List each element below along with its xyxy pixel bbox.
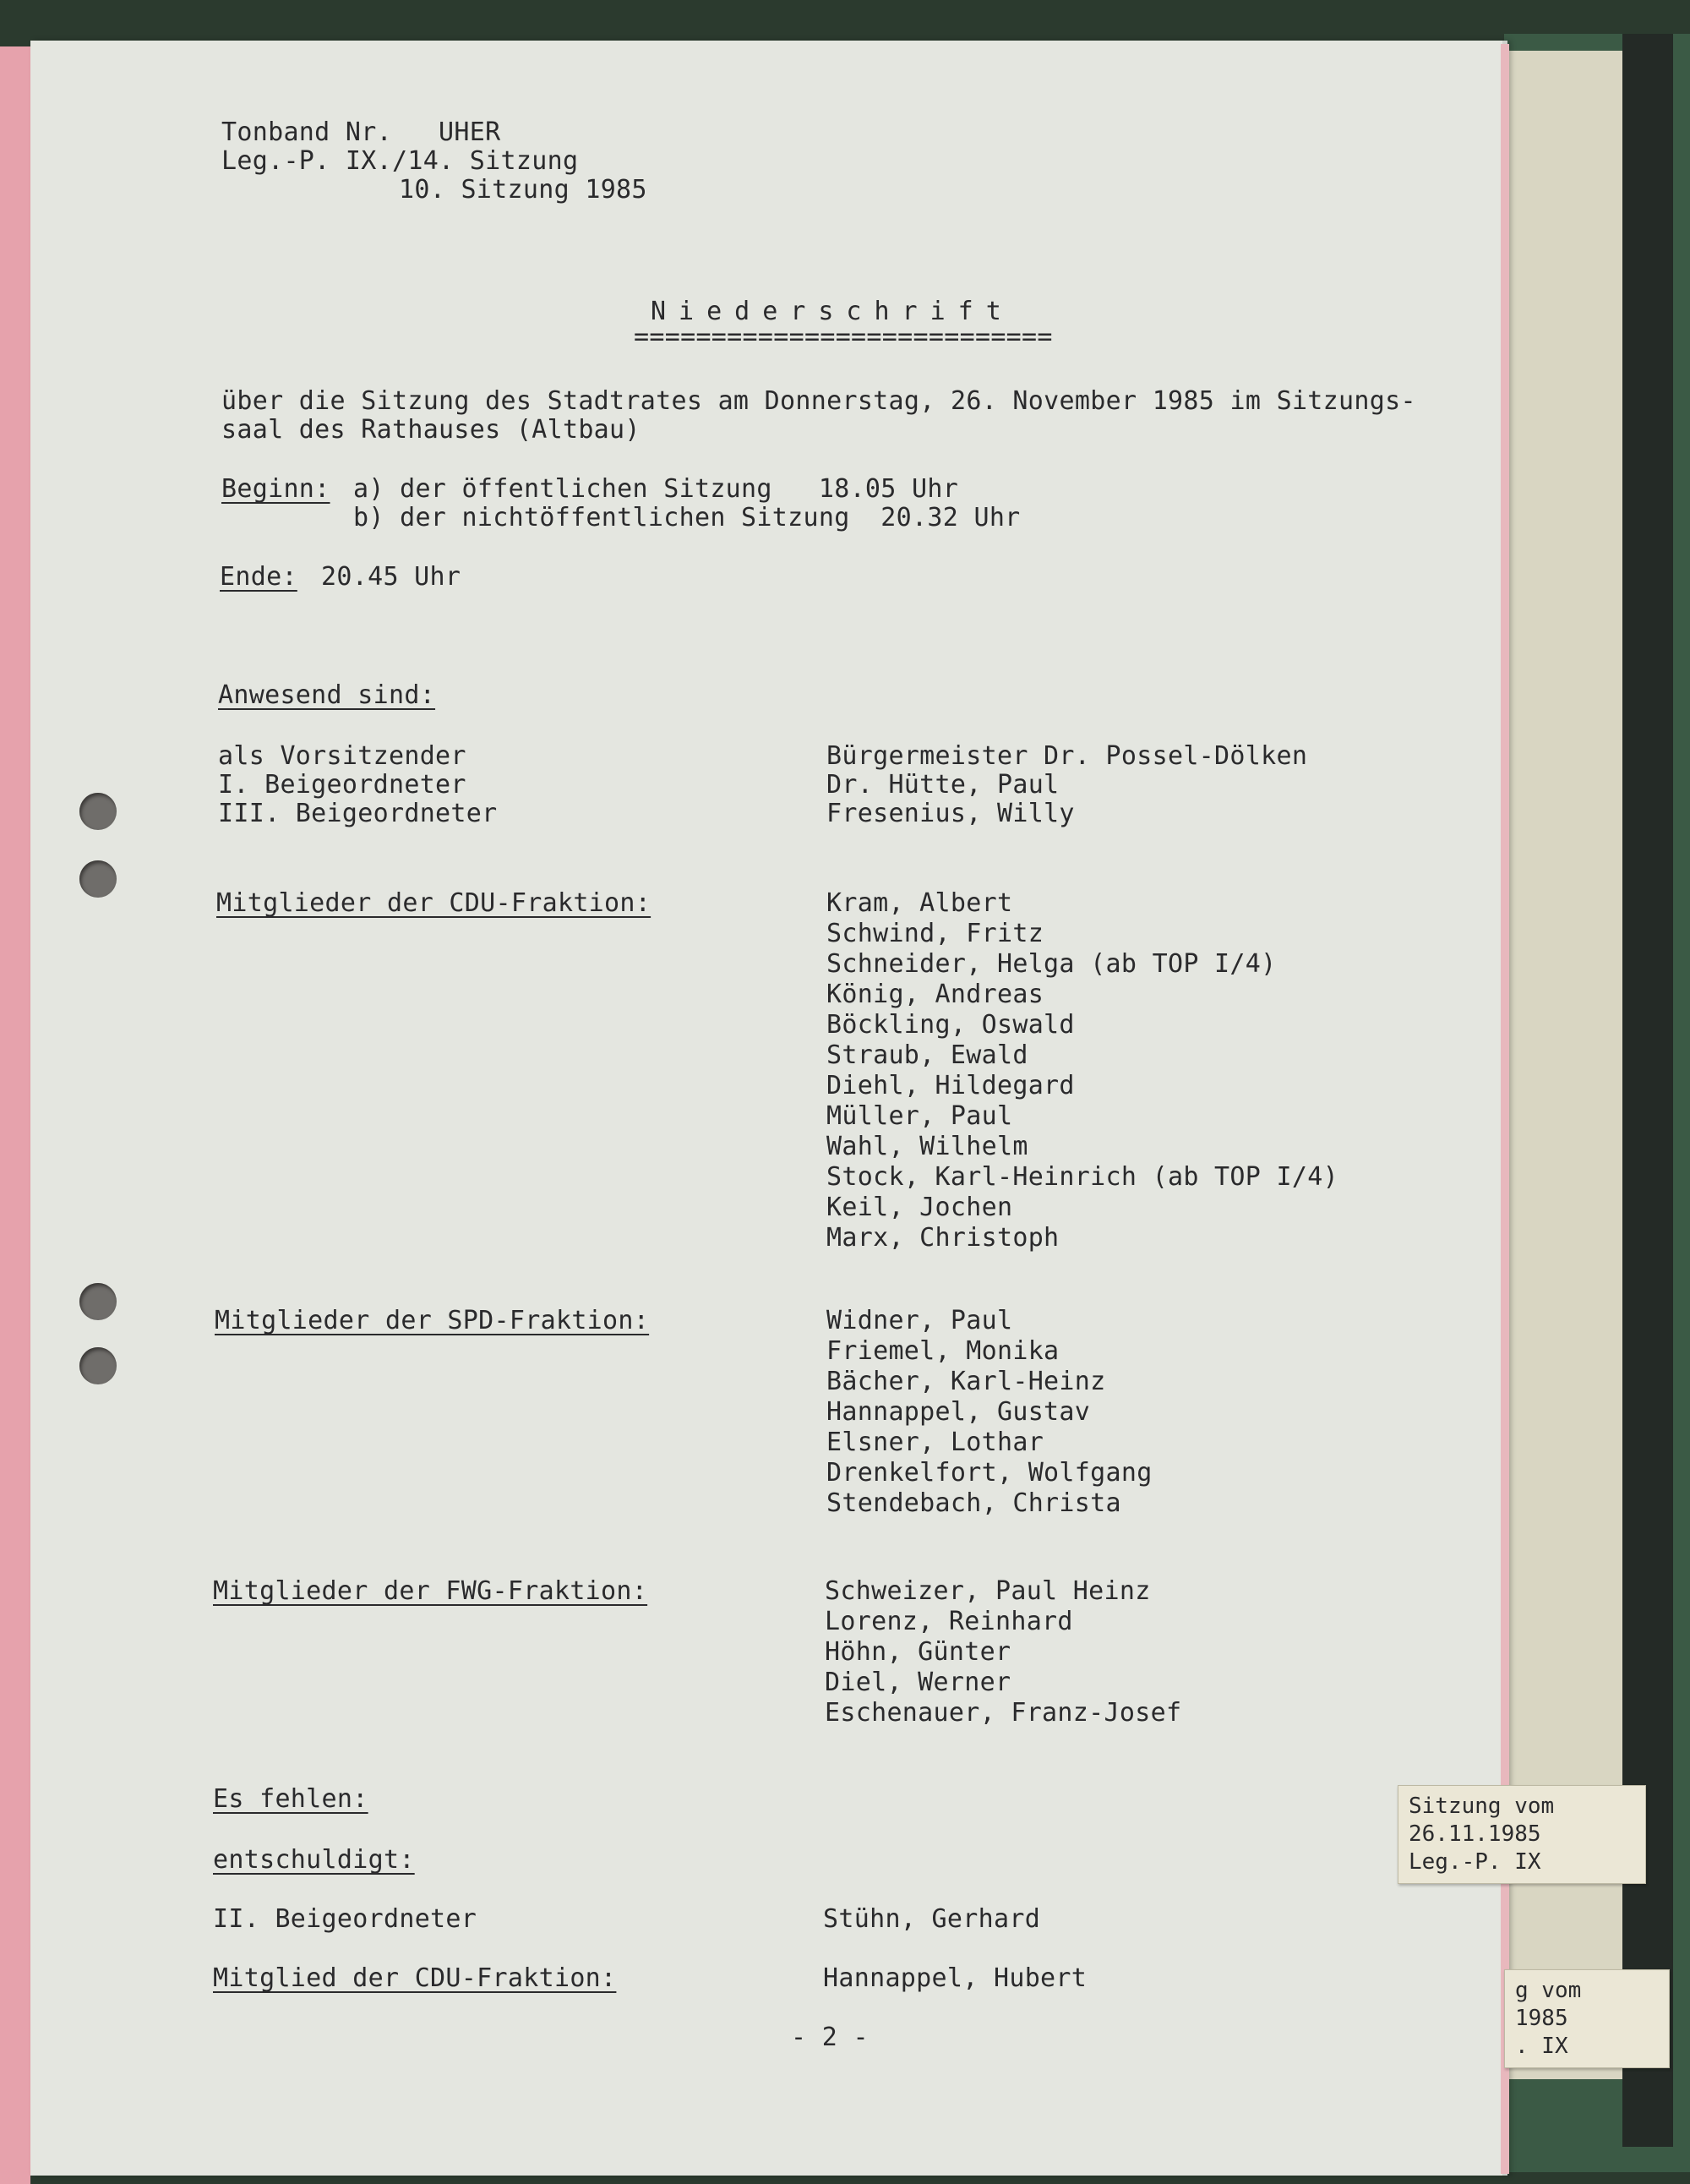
back-page (1504, 51, 1622, 2079)
archive-label-back (1504, 1969, 1670, 2068)
punch-hole (79, 1347, 117, 1384)
session-ref: Leg.-P. IX./14. Sitzung (221, 146, 579, 176)
member-name: Drenkelfort, Wolfgang (826, 1458, 1153, 1488)
beginn-private: b) der nichtöffentlichen Sitzung 20.32 Uhr (353, 503, 1021, 532)
archive-label-line: g vom (1515, 1978, 1582, 2003)
role-first-deputy-name: Dr. Hütte, Paul (826, 770, 1060, 800)
role-first-deputy: I. Beigeordneter (218, 770, 466, 800)
archive-label-line: 1985 (1515, 2006, 1568, 2031)
role-chair: als Vorsitzender (218, 741, 466, 771)
member-name: Elsner, Lothar (826, 1428, 1044, 1457)
member-name: Schwind, Fritz (826, 919, 1044, 948)
member-name: Widner, Paul (826, 1306, 1013, 1335)
member-name: Diel, Werner (825, 1668, 1011, 1697)
member-name: Lorenz, Reinhard (825, 1607, 1073, 1636)
excused-label: entschuldigt: (213, 1845, 415, 1875)
intro-line-2: saal des Rathauses (Altbau) (221, 415, 641, 445)
member-name: Höhn, Günter (825, 1637, 1011, 1667)
member-name: Stendebach, Christa (826, 1488, 1121, 1518)
cdu-label: Mitglieder der CDU-Fraktion: (216, 888, 651, 918)
session-count: 10. Sitzung 1985 (399, 175, 647, 205)
absent-cdu-label: Mitglied der CDU-Fraktion: (213, 1963, 617, 1993)
member-name: Böckling, Oswald (826, 1010, 1075, 1040)
punch-hole (79, 793, 117, 830)
member-name: Keil, Jochen (826, 1193, 1013, 1222)
role-third-deputy-name: Fresenius, Willy (826, 799, 1075, 828)
beginn-label: Beginn: (221, 474, 330, 504)
absent-role-name: Stühn, Gerhard (823, 1904, 1041, 1934)
member-name: Kram, Albert (826, 888, 1013, 918)
member-name: Schneider, Helga (ab TOP I/4) (826, 949, 1277, 979)
spd-label: Mitglieder der SPD-Fraktion: (215, 1306, 650, 1335)
member-name: Eschenauer, Franz-Josef (825, 1698, 1182, 1728)
absent-cdu-name: Hannappel, Hubert (823, 1963, 1088, 1993)
member-name: Wahl, Wilhelm (826, 1132, 1028, 1161)
document-title: Niederschrift (651, 297, 1014, 326)
pink-divider (0, 46, 30, 2184)
role-third-deputy: III. Beigeordneter (218, 799, 498, 828)
member-name: Friemel, Monika (826, 1336, 1060, 1366)
page-number: - 2 - (791, 2023, 869, 2052)
document-page (30, 41, 1507, 2176)
beginn-public: a) der öffentlichen Sitzung 18.05 Uhr (353, 474, 959, 504)
punch-hole (79, 1283, 117, 1320)
punch-hole (79, 860, 117, 898)
archive-label-line: . IX (1515, 2034, 1568, 2059)
archive-label-line: 26.11.1985 (1409, 1821, 1541, 1847)
member-name: Hannappel, Gustav (826, 1397, 1091, 1427)
anwesend-label: Anwesend sind: (218, 680, 436, 710)
title-rule: =========================== (634, 322, 1053, 352)
member-name: König, Andreas (826, 980, 1044, 1009)
member-name: Diehl, Hildegard (826, 1071, 1075, 1100)
tape-number: Tonband Nr. UHER (221, 117, 501, 147)
fwg-label: Mitglieder der FWG-Fraktion: (213, 1576, 648, 1606)
role-chair-name: Bürgermeister Dr. Possel-Dölken (826, 741, 1308, 771)
member-name: Straub, Ewald (826, 1040, 1028, 1070)
archive-label-line: Leg.-P. IX (1409, 1849, 1541, 1875)
member-name: Bächer, Karl-Heinz (826, 1367, 1106, 1396)
member-name: Stock, Karl-Heinrich (ab TOP I/4) (826, 1162, 1338, 1192)
archive-label-line: Sitzung vom (1409, 1794, 1555, 1819)
archive-label-front (1398, 1785, 1646, 1884)
member-name: Müller, Paul (826, 1101, 1013, 1131)
intro-line-1: über die Sitzung des Stadtrates am Donnerstag, 26. November 1985 im Sitzungs- (221, 386, 1416, 416)
member-name: Schweizer, Paul Heinz (825, 1576, 1151, 1606)
ende-label: Ende: (220, 562, 297, 592)
member-name: Marx, Christoph (826, 1223, 1060, 1253)
ende-value: 20.45 Uhr (321, 562, 461, 592)
absent-label: Es fehlen: (213, 1784, 368, 1814)
absent-role: II. Beigeordneter (213, 1904, 477, 1934)
